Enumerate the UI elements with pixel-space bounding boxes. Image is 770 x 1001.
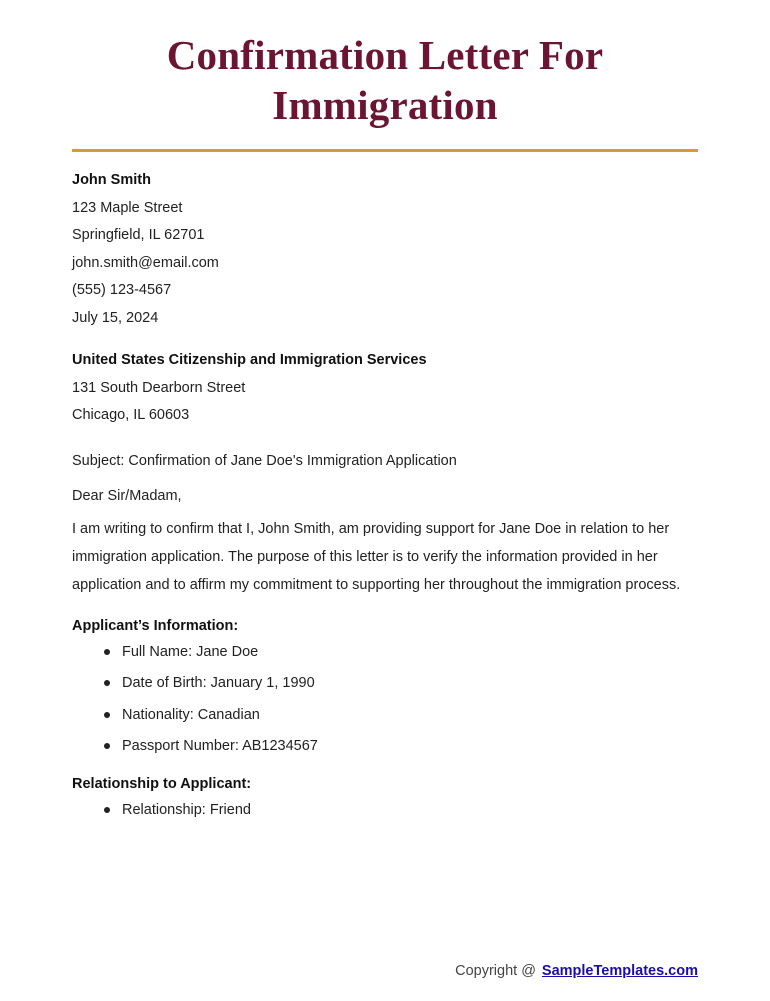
recipient-block (72, 353, 698, 423)
recipient-organization: United States Citizenship and Immigration Services (72, 352, 427, 369)
letter-body (72, 152, 698, 819)
sampletemplates-link[interactable]: SampleTemplates.com (541, 963, 698, 979)
relationship-list (72, 802, 698, 819)
list-item: Relationship: Friend (104, 802, 698, 819)
list-item: Nationality: Canadian (104, 707, 698, 724)
sender-phone: (555) 123-4567 (72, 282, 172, 299)
applicant-section-heading: Applicant’s Information: (72, 618, 239, 635)
spacer-after-subject (72, 468, 698, 489)
sender-name: John Smith (72, 172, 151, 189)
salutation: Dear Sir/Madam, (72, 488, 182, 505)
list-item: Full Name: Jane Doe (104, 644, 698, 661)
sender-street: 123 Maple Street (72, 199, 183, 216)
list-item: Date of Birth: January 1, 1990 (104, 675, 698, 692)
spacer-after-salutation (72, 504, 698, 515)
sender-city-state-zip: Springfield, IL 62701 (72, 227, 205, 244)
recipient-street: 131 South Dearborn Street (72, 379, 246, 396)
relationship-section-heading: Relationship to Applicant: (72, 776, 252, 793)
intro-paragraph: I am writing to confirm that I, John Smith, am providing support for Jane Doe in relation to her immigration application. The purpose of this letter is to verify the information provided in her application and to affirm my commitment to supporting her throughout the immigration process. (72, 520, 681, 594)
sender-block (72, 173, 698, 325)
spacer-after-recipient (72, 440, 698, 454)
subject-line: Subject: Confirmation of Jane Doe's Immigration Application (72, 452, 457, 469)
recipient-city-state-zip: Chicago, IL 60603 (72, 407, 190, 424)
letter-date: July 15, 2024 (72, 309, 159, 326)
list-item: Passport Number: AB1234567 (104, 738, 698, 755)
copyright-text: Copyright @ (455, 963, 536, 979)
page-title: Confirmation Letter For Immigration (166, 32, 604, 129)
applicant-info-list (72, 644, 698, 756)
footer (455, 963, 698, 979)
sender-email: john.smith@email.com (72, 254, 219, 271)
